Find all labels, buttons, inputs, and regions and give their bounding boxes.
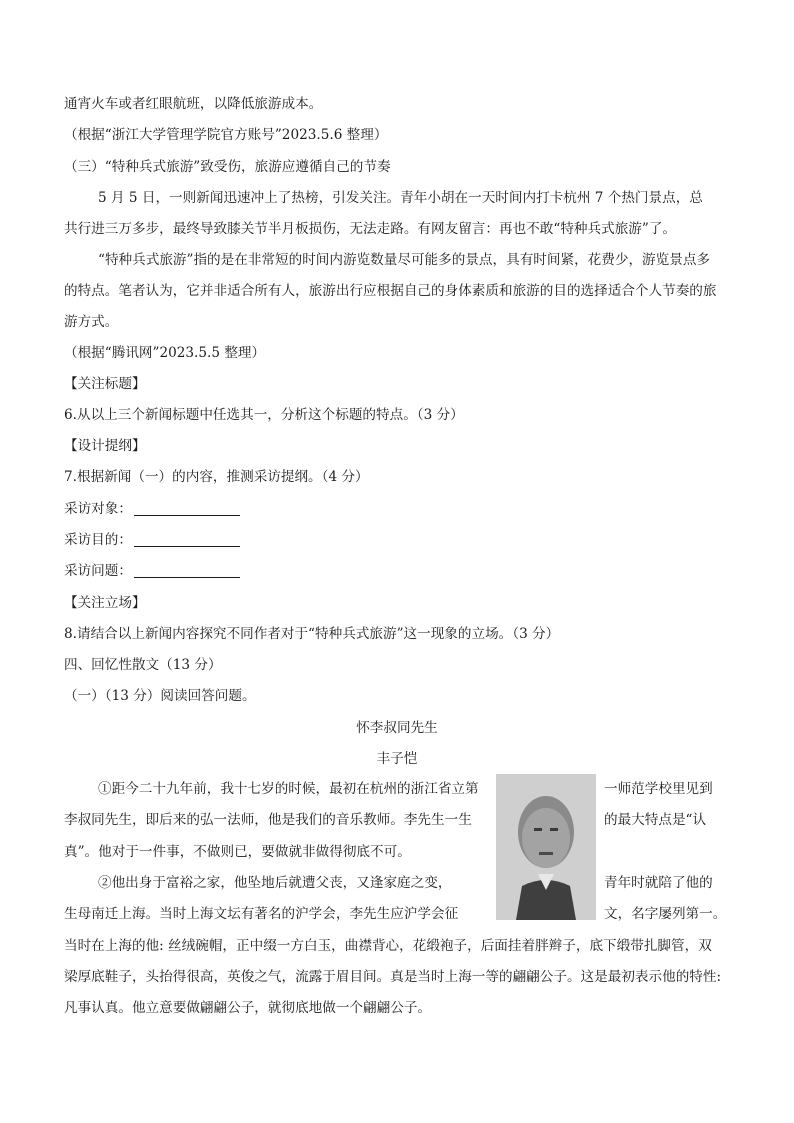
news3-p1-line2: 共行进三万多步，最终导致膝关节半月板损伤，无法走路。有网友留言：再也不敢“特种兵式旅游”了。 [64,221,677,237]
news-continuation-text: 通宵火车或者红眼航班，以降低旅游成本。 [64,96,323,112]
field-label: 采访对象： [64,501,132,517]
essay-p2-line3: 当时在上海的他: 丝绒碗帽，正中缀一方白玉，曲襟背心，花缎袍子，后面挂着胖辫子，底下缎带扎脚管，双 [64,938,712,954]
essay-author: 丰子恺 [376,751,418,767]
essay-p2-line2b: 文，名字屡列第一。 [604,906,727,922]
essay-p1-line1b: 一师范学校里见到 [604,781,713,797]
essay-title: 怀李叔同先生 [356,720,438,736]
answer-blank[interactable] [134,532,240,547]
essay-p1-line3: 真”。他对于一件事，不做则已，要做就非做得彻底不可。 [64,844,411,860]
essay-p2-line1a: ②他出身于富裕之家，他坠地后就遭父丧，又逢家庭之变， [98,875,452,891]
section-label-stance: 【关注立场】 [64,595,146,611]
source-note-2: （根据“浙江大学管理学院官方账号”2023.5.6 整理） [64,127,388,143]
question-7: 7.根据新闻（一）的内容，推测采访提纲。（4 分） [64,469,369,485]
essay-p2-line5: 凡事认真。他立意要做翩翩公子，就彻底地做一个翩翩公子。 [64,1000,432,1016]
field-interview-object [64,499,240,519]
question-6: 6.从以上三个新闻标题中任选其一，分析这个标题的特点。（3 分） [64,407,464,423]
portrait-photo [496,774,596,920]
news3-heading: （三）“特种兵式旅游”致受伤，旅游应遵循自己的节奏 [64,159,391,175]
essay-p1-line1a: ①距今二十九年前，我十七岁的时候，最初在杭州的浙江省立第 [98,781,479,797]
essay-p2-line2a: 生母南迁上海。当时上海文坛有著名的沪学会，李先生应沪学会征 [64,906,459,922]
news3-p2-line2: 的特点。笔者认为，它并非适合所有人，旅游出行应根据自己的身体素质和旅游的目的选择适合个人节奏的旅 [64,283,717,299]
field-interview-purpose [64,530,240,550]
news3-p1-line1: 5 月 5 日，一则新闻迅速冲上了热榜，引发关注。青年小胡在一天时间内打卡杭州 7 个热门景点，总 [98,190,703,206]
section-label-outline: 【设计提纲】 [64,438,146,454]
section-label-title: 【关注标题】 [64,376,146,392]
essay-p2-line4: 梁厚底鞋子，头抬得很高，英俊之气，流露于眉目间。真是当时上海一等的翩翩公子。这是最初表示他的特性: [64,969,722,985]
answer-blank[interactable] [134,501,240,516]
question-8: 8.请结合以上新闻内容探究不同作者对于“特种兵式旅游”这一现象的立场。（3 分） [64,626,560,642]
news3-p2-line3: 游方式。 [64,314,119,330]
answer-blank[interactable] [134,563,240,578]
source-note-3: （根据“腾讯网”2023.5.5 整理） [64,345,266,361]
section4-subheading: （一）（13 分）阅读回答问题。 [64,688,256,704]
field-label: 采访目的： [64,532,132,548]
essay-p1-line2b: 的最大特点是“认 [604,812,707,828]
section4-heading: 四、回忆性散文（13 分） [64,657,222,673]
field-interview-question [64,561,240,581]
essay-p2-line1b: 青年时就陪了他的 [604,875,713,891]
field-label: 采访问题： [64,563,132,579]
portrait-illustration [496,774,596,920]
essay-p1-line2a: 李叔同先生，即后来的弘一法师，他是我们的音乐教师。李先生一生 [64,812,472,828]
news3-p2-line1: “特种兵式旅游”指的是在非常短的时间内游览数量尽可能多的景点，具有时间紧，花费少，游览景点多 [98,252,711,268]
